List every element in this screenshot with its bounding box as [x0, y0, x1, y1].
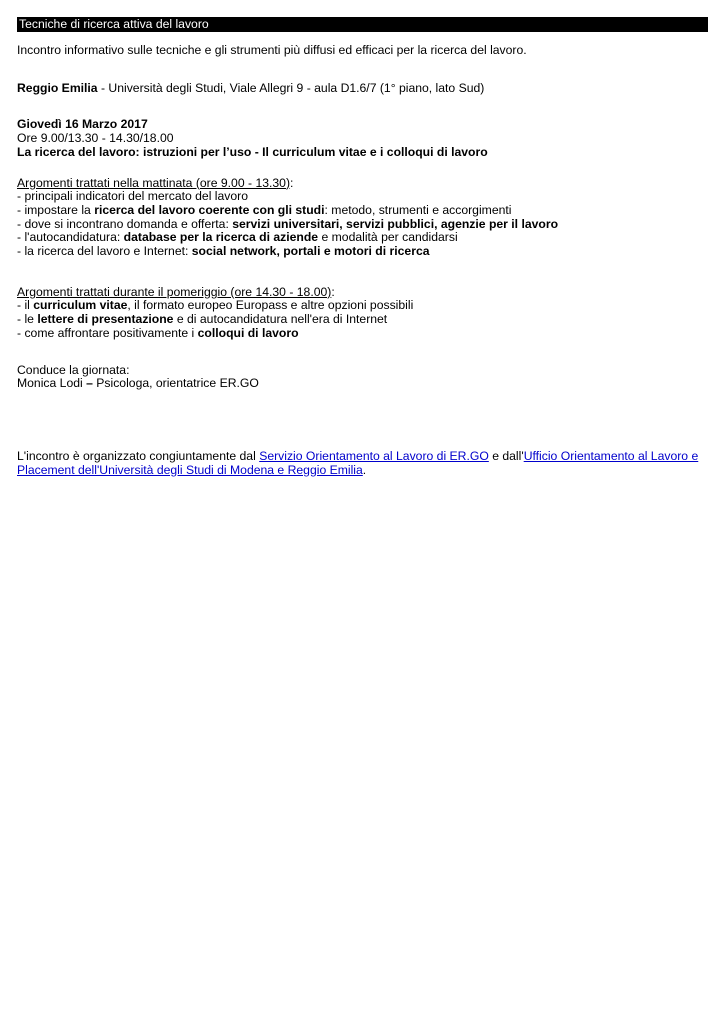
item-text: e modalità per candidarsi: [318, 230, 458, 245]
item-text: - impostare la: [17, 202, 95, 217]
event-info: [17, 118, 708, 159]
list-item: [17, 245, 708, 259]
item-text: - principali indicatori del mercato del lavoro: [17, 189, 248, 204]
organizer-note-text: e dall': [488, 448, 524, 463]
afternoon-heading-line: [17, 286, 708, 300]
list-item: [17, 204, 708, 218]
event-subtitle: La ricerca del lavoro: istruzioni per l’uso - Il curriculum vitae e i colloqui di lavoro: [17, 144, 488, 159]
afternoon-heading: Argomenti trattati durante il pomeriggio (ore 14.30 - 18.00): [17, 284, 332, 299]
item-text: - come affrontare positivamente i: [17, 325, 198, 340]
page-title: Tecniche di ricerca attiva del lavoro: [19, 17, 209, 31]
item-bold-text: database per la ricerca di aziende: [123, 230, 319, 245]
document-page: [17, 17, 708, 477]
morning-topics: [17, 177, 708, 259]
item-text: e di autocandidatura nell'era di Internet: [173, 312, 388, 327]
list-item: [17, 231, 708, 245]
item-bold-text: curriculum vitae: [33, 298, 128, 313]
item-text: , il formato europeo Europass e altre opzioni possibili: [127, 298, 414, 313]
organizer-note-text: .: [362, 462, 367, 477]
item-bold-text: social network, portali e motori di ricerca: [191, 244, 430, 259]
organizer-note-text: L'incontro è organizzato congiuntamente dal: [17, 448, 260, 463]
link-servizio-orientamento-ergo[interactable]: Servizio Orientamento al Lavoro di ER.GO: [259, 448, 489, 463]
morning-heading-suffix: :: [290, 175, 294, 190]
conductor-line: [17, 377, 708, 391]
page-title-bar: [17, 17, 708, 32]
conductor-name: Monica Lodi: [17, 376, 87, 391]
item-text: - dove si incontrano domanda e offerta:: [17, 216, 233, 231]
list-item: [17, 313, 708, 327]
event-hours: Ore 9.00/13.30 - 14.30/18.00: [17, 131, 174, 146]
item-text: - il: [17, 298, 34, 313]
conductor-label: Conduce la giornata:: [17, 362, 130, 377]
afternoon-topics: [17, 286, 708, 341]
morning-heading: Argomenti trattati nella mattinata (ore 9.00 - 13.30): [17, 175, 291, 190]
location-city: Reggio Emilia: [17, 80, 98, 95]
event-date: Giovedì 16 Marzo 2017: [17, 117, 148, 132]
list-item: [17, 299, 708, 313]
location-details: - Università degli Studi, Viale Allegri 9 - aula D1.6/7 (1° piano, lato Sud): [97, 80, 485, 95]
list-item: [17, 190, 708, 204]
item-bold-text: ricerca del lavoro coerente con gli studi: [94, 202, 325, 217]
link-ufficio-orientamento-unimore[interactable]: Ufficio Orientamento al Lavoro e Placement dell'Università degli Studi di Modena e Reggio Emilia: [17, 448, 699, 477]
list-item: [17, 218, 708, 232]
organizer-note: [17, 450, 708, 477]
item-text: - le: [17, 312, 38, 327]
conductor-dash: –: [86, 376, 93, 391]
morning-heading-line: [17, 177, 708, 191]
intro-text: Incontro informativo sulle tecniche e gli strumenti più diffusi ed efficaci per la ricerca del lavoro.: [17, 43, 527, 57]
item-bold-text: lettere di presentazione: [37, 312, 174, 327]
item-text: - la ricerca del lavoro e Internet:: [17, 244, 192, 259]
list-item: [17, 327, 708, 341]
afternoon-heading-suffix: :: [331, 284, 335, 299]
item-bold-text: colloqui di lavoro: [197, 325, 299, 340]
conductor-info: [17, 364, 708, 391]
conductor-role: Psicologa, orientatrice ER.GO: [92, 376, 259, 391]
item-text: : metodo, strumenti e accorgimenti: [324, 202, 512, 217]
location-line: [17, 82, 708, 96]
item-text: - l'autocandidatura:: [17, 230, 124, 245]
item-bold-text: servizi universitari, servizi pubblici, agenzie per il lavoro: [232, 216, 559, 231]
